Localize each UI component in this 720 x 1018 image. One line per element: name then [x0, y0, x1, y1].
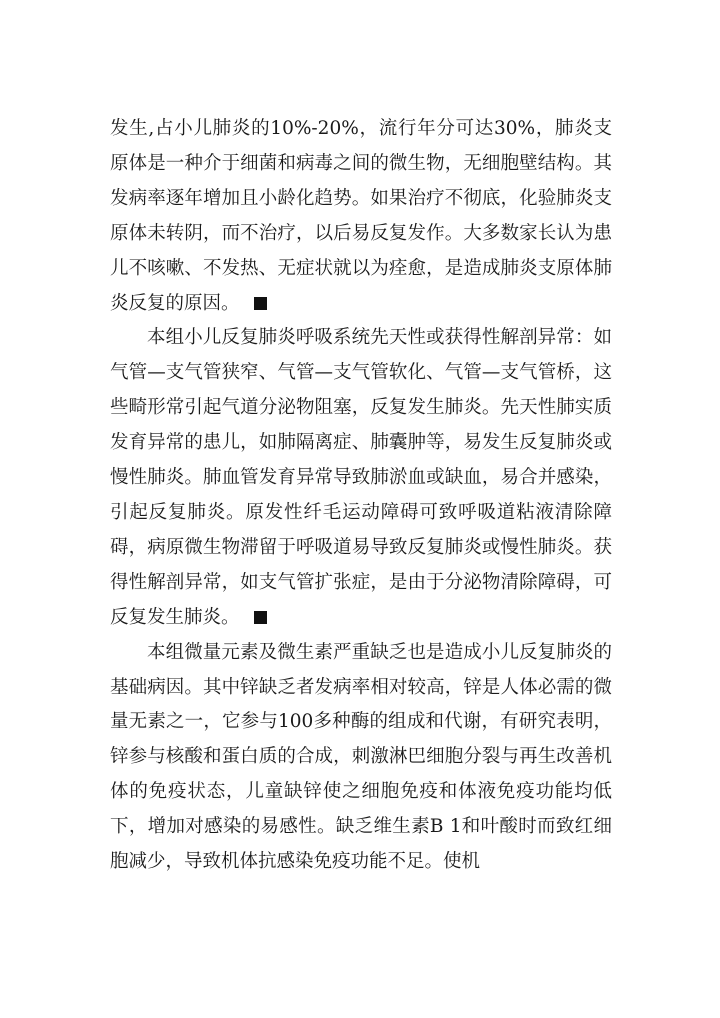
document-page — [110, 112, 612, 880]
paragraph-2 — [110, 321, 612, 635]
paragraph-text: 发生,占小儿肺炎的10%-20%，流行年分可达30%，肺炎支原体是一种介于细菌和病毒之间的微生物，无细胞壁结构。其发病率逐年增加且小龄化趋势。如果治疗不彻底，化验肺炎支原体未转阴，而不治疗，以后易反复发作。大多数家长认为患儿不咳嗽、不发热、无症状就以为痊愈，是造成肺炎支原体肺炎反复的原因。 — [110, 118, 612, 314]
end-mark-icon — [254, 611, 267, 624]
paragraph-text: 本组微量元素及微生素严重缺乏也是造成小儿反复肺炎的基础病因。其中锌缺乏者发病率相对较高，锌是人体必需的微量无素之一，它参与100多种酶的组成和代谢，有研究表明，锌参与核酸和蛋白质的合成，刺激淋巴细胞分裂与再生改善机体的免疫状态，儿童缺锌使之细胞免疫和体液免疫功能均低下，增加对感染的易感性。缺乏维生素B 1和叶酸时而致红细胞减少，导致机体抗感染免疫功能不足。使机 — [110, 641, 612, 873]
paragraph-text: 本组小儿反复肺炎呼吸系统先天性或获得性解剖异常：如气管—支气管狭窄、气管—支气管软化、气管—支气管桥，这些畸形常引起气道分泌物阻塞，反复发生肺炎。先天性肺实质发育异常的患儿，如肺隔离症、肺囊肿等，易发生反复肺炎或慢性肺炎。肺血管发育异常导致肺淤血或缺血，易合并感染，引起反复肺炎。原发性纤毛运动障碍可致呼吸道粘液清除障碍，病原微生物滞留于呼吸道易导致反复肺炎或慢性肺炎。获得性解剖异常，如支气管扩张症，是由于分泌物清除障碍，可反复发生肺炎。 — [110, 327, 612, 628]
end-mark-icon — [254, 297, 267, 310]
paragraph-3 — [110, 636, 612, 880]
paragraph-1 — [110, 112, 612, 321]
